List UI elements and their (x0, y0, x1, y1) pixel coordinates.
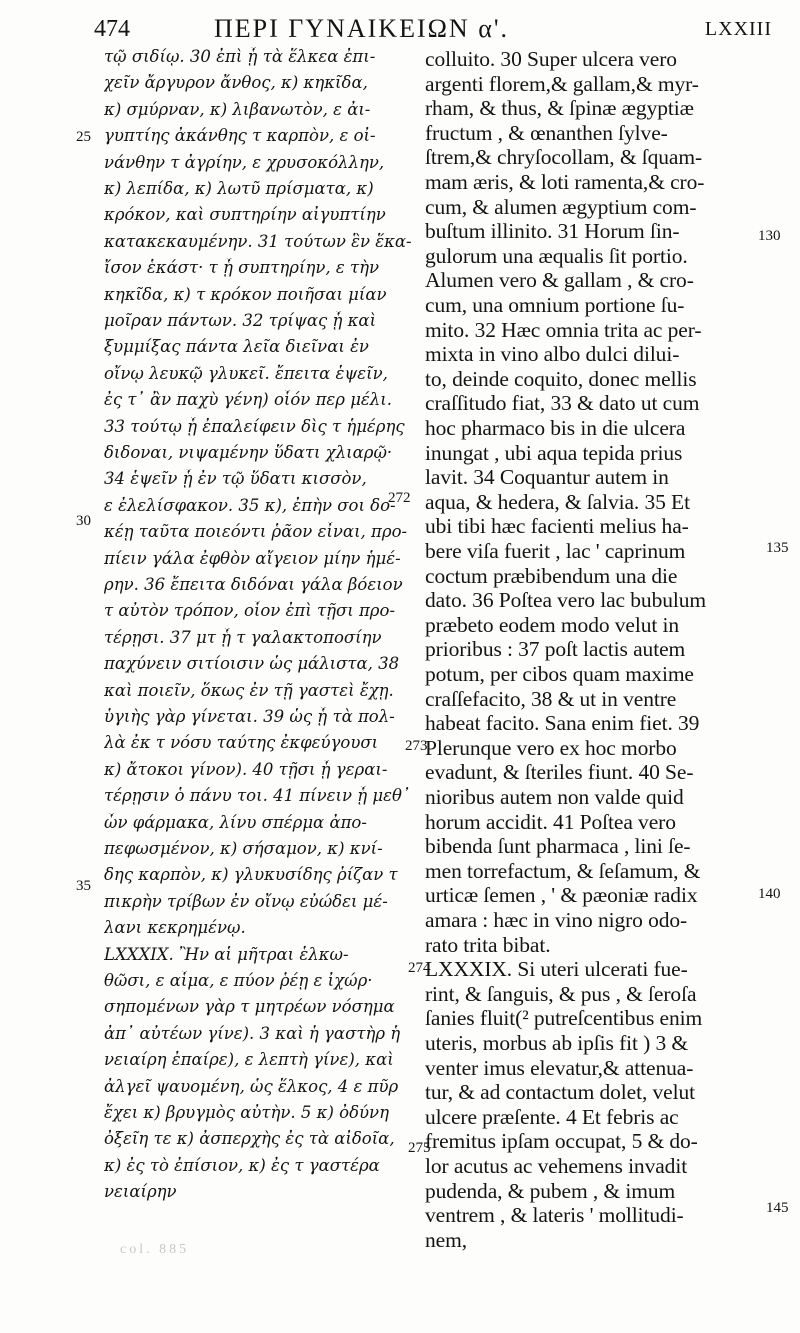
text-line: παχύνειν σιτίοισιν ὡς μάλιστα, 38 (104, 654, 400, 674)
running-title: ΠΕΡΙ ΓΥΝΑΙΚΕΙΩΝ α'. (214, 14, 510, 43)
text-line: ἐς τ᾽ ἂν παχὺ γένη) οἷόν περ μέλι. (104, 390, 392, 410)
text-line: Alumen vero & gallam , & cro- (425, 268, 694, 293)
text-line: habeat facito. Sana enim fiet. 39 (425, 711, 700, 736)
text-line: κατακεκαυμένην. 31 τούτων ἓν ἕκα- (104, 231, 412, 251)
text-line: ubi tibi hæc facienti melius ha- (425, 514, 689, 539)
text-line: χεῖν ἄργυρον ἄνθος, κ) κηκῖδα, (104, 73, 368, 93)
text-line: lavit. 34 Coquantur autem in (425, 465, 669, 490)
bleed-through-text: col. 885 (120, 1242, 190, 1257)
text-line: νειαίρην (104, 1182, 177, 1202)
text-line: δης καρπὸν, κ) γλυκυσίδης ῥίζαν τ (104, 865, 398, 885)
text-line: μοῖραν πάντων. 32 τρίψας ᾗ καὶ (104, 311, 377, 330)
text-line: τ αὐτὸν τρόπον, οἷον ἐπὶ τῇσι προ- (104, 601, 396, 621)
text-line: πεφωσμένον, κ) σήσαμον, κ) κνί- (104, 839, 383, 858)
text-line: coctum præbibendum una die (425, 563, 678, 588)
text-line: venter imus elevatur,& attenua- (425, 1055, 694, 1080)
text-line: σηπομένων γὰρ τ μητρέων νόσημα (104, 997, 395, 1017)
text-line: νάνθην τ ἀγρίην, ε χρυσοκόλλην, (104, 152, 385, 172)
text-line: κ) λεπίδα, κ) λωτῦ πρίσματα, κ) (104, 179, 374, 198)
text-line: gulorum una æqualis ſit portio. (425, 243, 688, 268)
text-line: evadunt, & ſteriles fiunt. 40 Se- (425, 760, 694, 785)
text-line: ἴσον ἑκάστ· τ ᾗ συπτηρίην, ε τὴν (104, 258, 380, 278)
text-line: rint, & ſanguis, & pus , & ſeroſa (425, 981, 697, 1006)
margin-number-right: 145 (766, 1200, 789, 1216)
text-line: craſſitudo fiat, 33 & dato ut cum (425, 391, 700, 416)
text-line: θῶσι, ε αἷμα, ε πύον ῥέῃ ε ἰχώρ· (104, 971, 373, 990)
text-line: ὑγιὴς γὰρ γίνεται. 39 ὡς ᾗ τὰ πολ- (104, 707, 395, 726)
text-line: præbeto eodem modo velut in (425, 612, 680, 637)
margin-number-mid: 272 (388, 490, 411, 506)
text-line: κέῃ ταῦτα ποιεόντι ῥᾶον εἶναι, προ- (104, 522, 408, 542)
text-line: τῷ σιδίῳ. 30 ἐπὶ ᾗ τὰ ἕλκεα ἐπι- (104, 47, 376, 66)
text-line: fremitus ipſam occupat, 5 & do- (425, 1129, 698, 1154)
text-line: πικρὴν τρίβων ἐν οἴνῳ εὐώδει μέ- (104, 891, 388, 911)
text-line: potum, per cibos quam maxime (425, 662, 694, 686)
text-line: διδοναι, νιψαμένην ὕδατι χλιαρῷ· (104, 443, 393, 462)
text-line: νειαίρη ἐπαίρε), ε λεπτὴ γίνε), καὶ (104, 1050, 394, 1070)
text-line: LXXXIX. Si uteri ulcerati fue- (425, 957, 688, 982)
text-line: τέρῃσιν ὁ πάνυ τοι. 41 πίνειν ᾗ μεθ᾽ (104, 786, 411, 806)
text-line: ε ἐλελίσφακον. 35 κ), ἐπὴν σοι δο- (104, 495, 396, 515)
margin-number-left: 35 (76, 878, 91, 894)
text-line: κ) ἐς τὸ ἐπίσιον, κ) ἐς τ γαστέρα (104, 1155, 380, 1175)
text-line: ulcere præſente. 4 Et febris ac (425, 1104, 679, 1129)
text-line: κηκῖδα, κ) τ κρόκον ποιῆσαι μίαν (104, 284, 387, 304)
text-line: ἀλγεῖ ψαυομένη, ὡς ἕλκος, 4 ε πῦρ (104, 1076, 399, 1096)
text-line: ſanies fluit(² putreſcentibus enim (425, 1006, 703, 1031)
text-line: mam æris, & loti ramenta,& cro- (425, 170, 705, 194)
text-line: κρόκον, καὶ συπτηρίην αἰγυπτίην (104, 205, 386, 225)
text-line: rham, & thus, & ſpinæ ægyptiæ (425, 96, 694, 121)
margin-number-right: 140 (758, 886, 781, 902)
text-line: inungat , ubi aqua tepida prius (425, 440, 683, 465)
text-line: prioribus : 37 poſt lactis autem (425, 637, 686, 662)
text-line: bibenda ſunt pharmaca , lini ſe- (425, 834, 691, 859)
text-line: lor acutus ac vehemens invadit (425, 1154, 688, 1178)
text-line: τέρῃσι. 37 μτ ᾗ τ γαλακτοποσίην (104, 627, 382, 647)
text-line: γυπτίης ἀκάνθης τ καρπὸν, ε οἰ- (104, 126, 376, 146)
text-line: aqua, & hedera, & ſalvia. 35 Et (425, 489, 690, 514)
text-line: καὶ ποιεῖν, ὅκως ἐν τῇ γαστεὶ ἔχῃ. (104, 680, 394, 700)
text-line: λὰ ἐκ τ νόσυ ταύτης ἐκφεύγουσι (104, 733, 379, 753)
text-line: amara : hæc in vino nigro odo- (425, 908, 688, 932)
margin-number-mid: 275 (408, 1140, 431, 1156)
text-line: men torrefactum, & ſeſamum, & (425, 858, 701, 883)
text-line: ὀξεῖη τε κ) ἀσπερχὴς ἐς τὰ αἰδοῖα, (104, 1129, 395, 1149)
text-line: ἔχει κ) βρυγμὸς αὐτὴν. 5 κ) ὀδύνη (104, 1103, 389, 1122)
text-line: urticæ ſemen , ' & pæoniæ radix (425, 883, 698, 908)
text-line: ventrem , & lateris ' mollitudi- (425, 1203, 684, 1228)
text-line: ὧν φάρμακα, λίνυ σπέρμα ἀπο- (104, 812, 367, 832)
text-line: mixta in vino albo dulci dilui- (425, 342, 680, 367)
margin-number-left: 25 (76, 129, 91, 145)
text-line: Plerunque vero ex hoc morbo (425, 735, 677, 760)
chapter-label: LXXIII (704, 18, 772, 40)
text-line: LXXXIX. Ἢν αἱ μῆτραι ἑλκω- (104, 944, 349, 964)
text-line: dato. 36 Poſtea vero lac bubulum (425, 588, 707, 613)
text-line: ἀπ᾽ αὐτέων γίνε). 3 καὶ ἡ γαστὴρ ἡ (104, 1023, 401, 1043)
text-line: uteris, morbus ab ipſis fit ) 3 & (425, 1031, 689, 1055)
text-line: ξυμμίξας πάντα λεῖα διεῖναι ἐν (104, 337, 369, 357)
text-line: ſtrem,& chryſocollam, & ſquam- (425, 145, 703, 170)
text-line: horum accidit. 41 Poſtea vero (425, 809, 676, 834)
page-number: 474 (94, 16, 130, 42)
text-line: hoc pharmaco bis in die ulcera (425, 416, 686, 440)
margin-number-mid: 273 (405, 738, 428, 754)
text-line: κ) ἄτοκοι γίνον). 40 τῇσι ᾗ γεραι- (104, 759, 388, 779)
text-line: πίειν γάλα ἐφθὸν αἴγειον μίην ἡμέ- (104, 548, 401, 568)
text-line: rato trita bibat. (425, 932, 551, 957)
text-line: cum, una omnium portione ſu- (425, 293, 685, 317)
text-line: κ) σμύρναν, κ) λιβανωτὸν, ε ἀι- (104, 99, 371, 119)
text-line: οἴνῳ λευκῷ γλυκεῖ. ἔπειτα ἑψεῖν, (104, 363, 388, 383)
text-line: 34 ἑψεῖν ᾗ ἐν τῷ ὕδατι κισσὸν, (104, 469, 367, 489)
text-line: nioribus autem non valde quid (425, 785, 684, 809)
text-line: λανι κεκρημένῳ. (104, 918, 246, 938)
text-line: ρην. 36 ἔπειτα διδόναι γάλα βόειον (104, 575, 403, 594)
text-line: cum, & alumen ægyptium com- (425, 194, 697, 219)
text-line: bere viſa fuerit , lac ' caprinum (425, 539, 686, 563)
text-line: fructum , & œnanthen ſylve- (425, 120, 668, 145)
text-line: argenti florem,& gallam,& myr- (425, 71, 699, 96)
text-line: colluito. 30 Super ulcera vero (425, 47, 677, 71)
margin-number-right: 135 (766, 540, 789, 556)
text-line: pudenda, & pubem , & imum (425, 1178, 676, 1203)
margin-number-mid: 274 (408, 960, 431, 976)
page-header (94, 14, 772, 46)
margin-number-left: 30 (76, 513, 91, 529)
text-line: tur, & ad contactum dolet, velut (425, 1080, 695, 1105)
text-line: buſtum illinito. 31 Horum ſin- (425, 219, 680, 244)
text-line: mito. 32 Hæc omnia trita ac per- (425, 317, 702, 342)
text-line: 33 τούτῳ ᾗ ἐπαλείφειν δὶς τ ἡμέρης (104, 416, 405, 436)
text-line: to, deinde coquito, donec mellis (425, 366, 697, 391)
margin-number-right: 130 (758, 228, 781, 244)
text-line: craſſefacito, 38 & ut in ventre (425, 686, 677, 711)
text-line: nem, (425, 1227, 467, 1252)
